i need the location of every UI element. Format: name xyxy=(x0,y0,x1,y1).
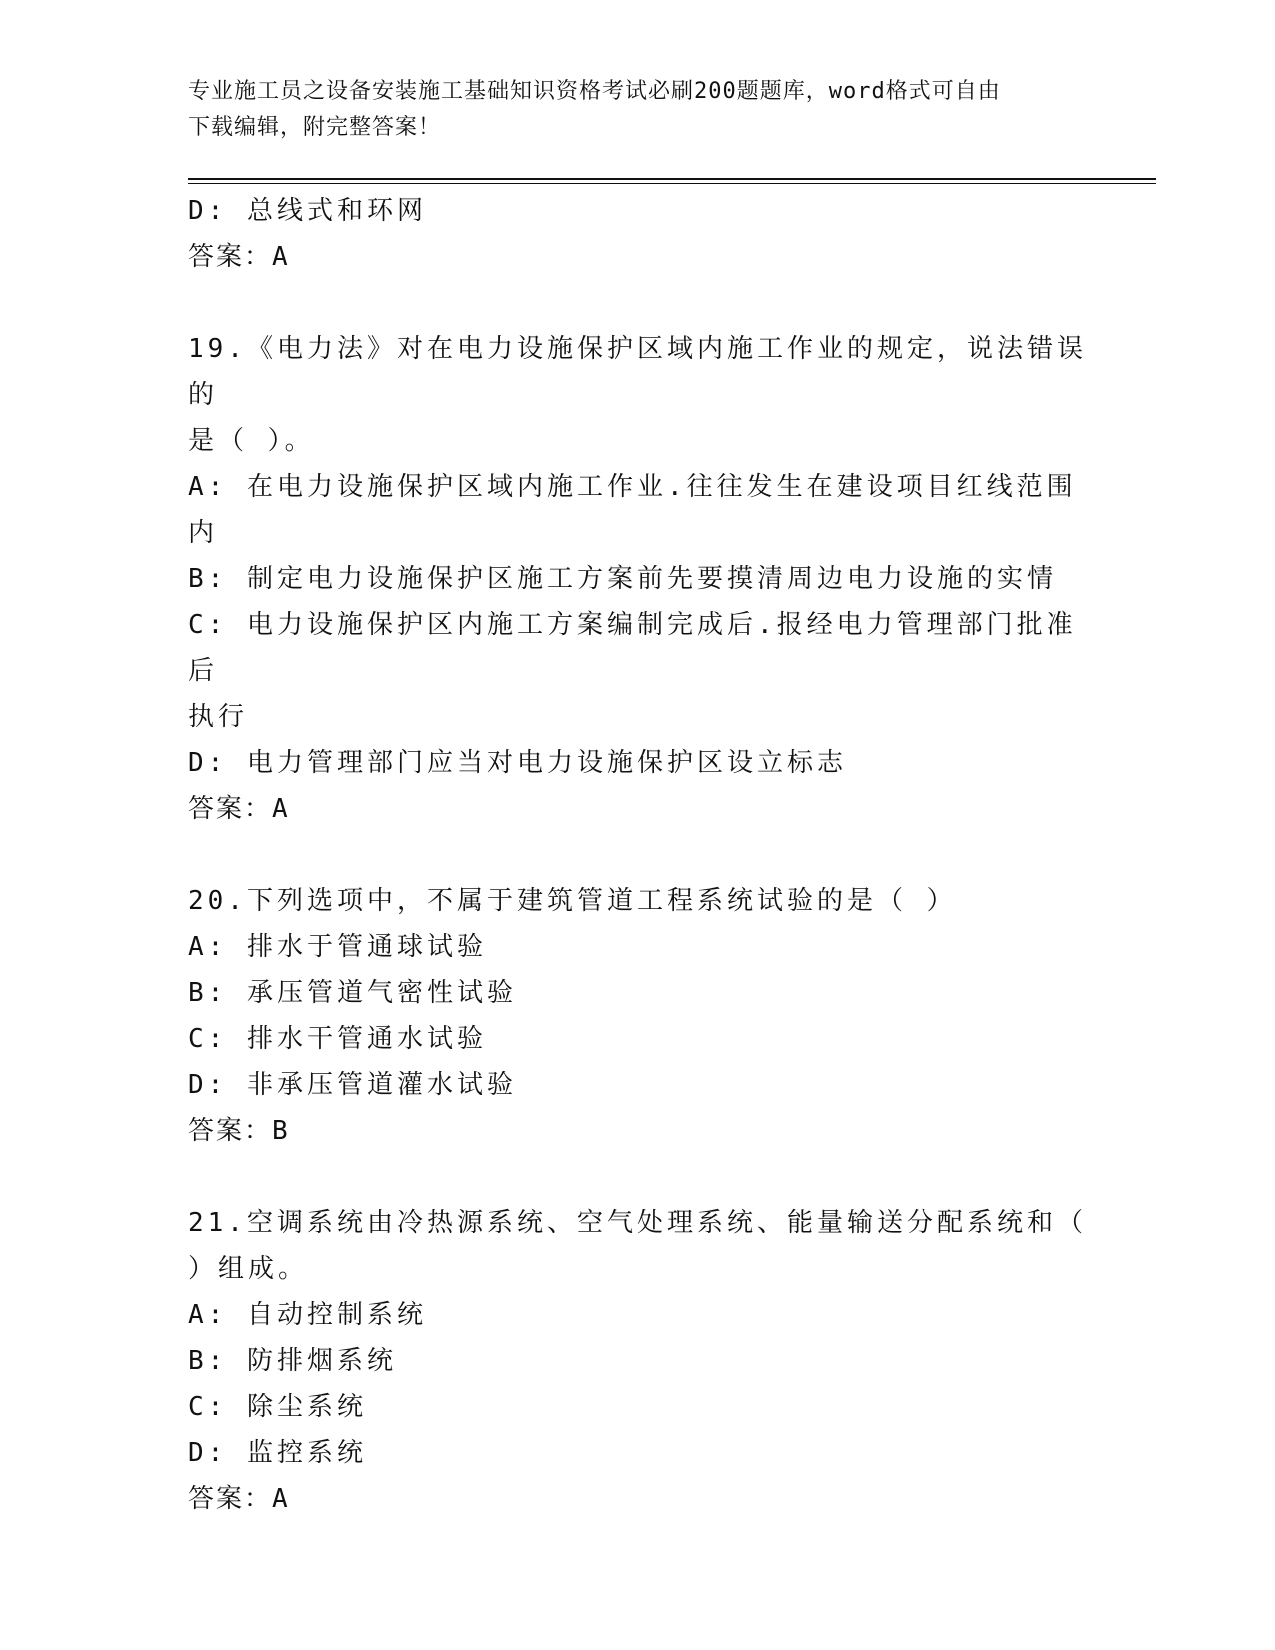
question-list xyxy=(188,188,1088,1522)
option-c: C: 除尘系统 xyxy=(188,1392,367,1422)
spacer xyxy=(188,832,1088,878)
question-stem-continued: ）组成。 xyxy=(188,1254,309,1284)
question-stem-continued: 是（ ）。 xyxy=(188,426,315,456)
option-d: D: 总线式和环网 xyxy=(188,196,427,226)
question-stem: 19.《电力法》对在电力设施保护区域内施工作业的规定，说法错误的 xyxy=(188,334,1087,410)
option-a: A: 排水于管通球试验 xyxy=(188,932,487,962)
option-b: B: 制定电力设施保护区施工方案前先要摸清周边电力设施的实情 xyxy=(188,564,1057,594)
option-d: D: 电力管理部门应当对电力设施保护区设立标志 xyxy=(188,748,847,778)
header-divider-thick xyxy=(188,178,1156,180)
spacer xyxy=(188,1154,1088,1200)
header-line-1: 专业施工员之设备安装施工基础知识资格考试必刷200题题库，word格式可自由 xyxy=(188,79,1001,104)
option-d: D: 监控系统 xyxy=(188,1438,367,1468)
option-c-continued: 执行 xyxy=(188,702,249,732)
answer-line: 答案：A xyxy=(188,794,290,824)
header-divider-thin xyxy=(188,183,1156,184)
question-20 xyxy=(188,878,1088,1154)
answer-line: 答案：A xyxy=(188,242,290,272)
option-b: B: 承压管道气密性试验 xyxy=(188,978,517,1008)
answer-line: 答案：A xyxy=(188,1484,290,1514)
option-c: C: 排水干管通水试验 xyxy=(188,1024,487,1054)
option-a: A: 在电力设施保护区域内施工作业.往往发生在建设项目红线范围内 xyxy=(188,472,1077,548)
spacer xyxy=(188,280,1088,326)
question-21 xyxy=(188,1200,1088,1522)
option-d: D: 非承压管道灌水试验 xyxy=(188,1070,517,1100)
previous-question-tail xyxy=(188,188,1088,280)
option-c: C: 电力设施保护区内施工方案编制完成后.报经电力管理部门批准后 xyxy=(188,610,1077,686)
answer-line: 答案：B xyxy=(188,1116,290,1146)
option-b: B: 防排烟系统 xyxy=(188,1346,397,1376)
question-stem: 21.空调系统由冷热源系统、空气处理系统、能量输送分配系统和（ xyxy=(188,1208,1087,1238)
option-a: A: 自动控制系统 xyxy=(188,1300,427,1330)
question-stem: 20.下列选项中，不属于建筑管道工程系统试验的是（ ） xyxy=(188,886,957,916)
header-line-2: 下载编辑，附完整答案！ xyxy=(188,115,442,140)
question-19 xyxy=(188,326,1088,832)
document-header xyxy=(188,74,1088,146)
